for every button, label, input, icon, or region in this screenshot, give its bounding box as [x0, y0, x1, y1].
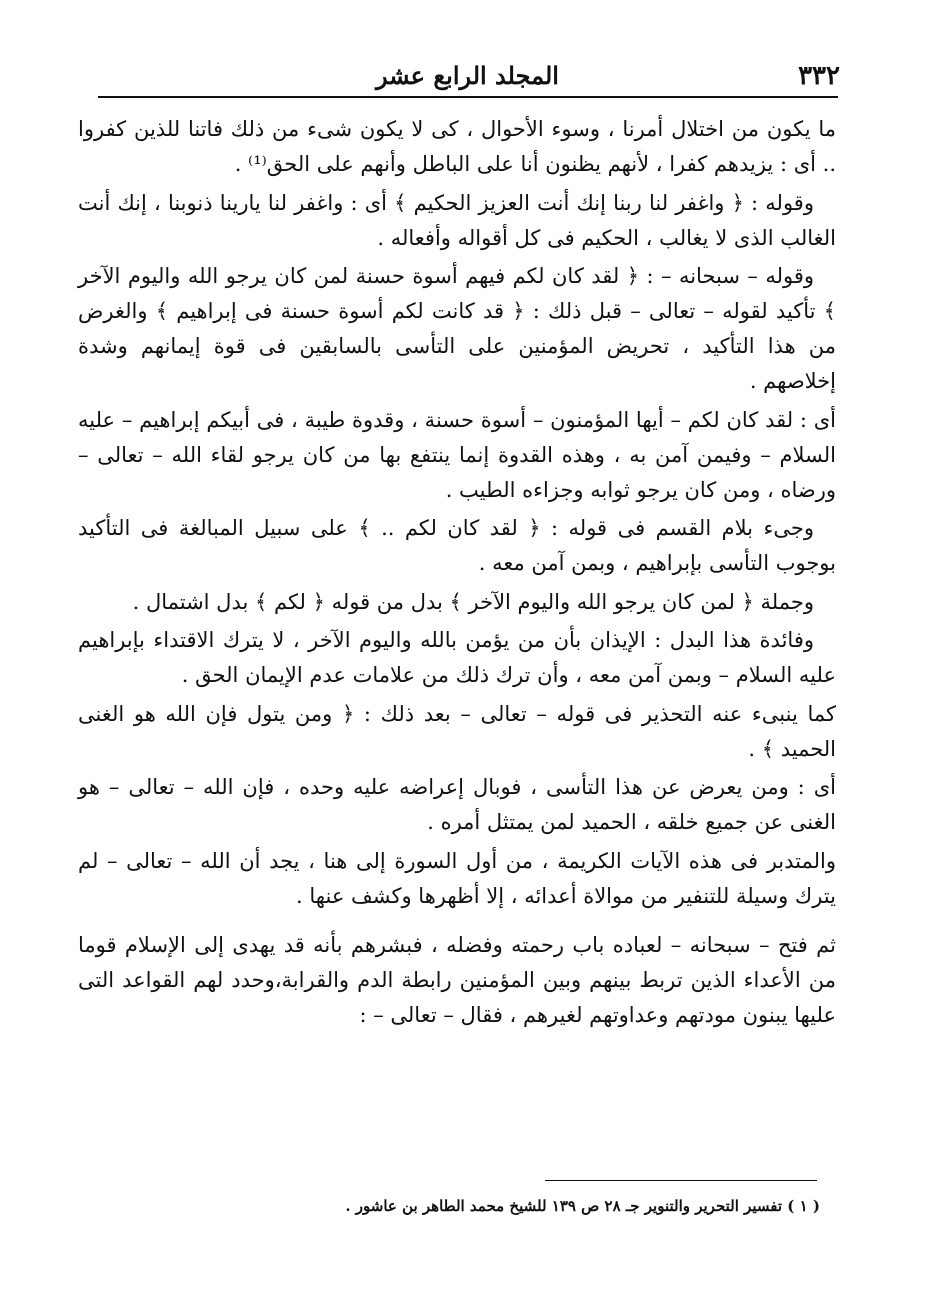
paragraph: وفائدة هذا البدل : الإيذان بأن من يؤمن بالله واليوم الآخر ، لا يترك الاقتداء بإبراهيم عليه السلام – وبمن آمن معه ، وأن ترك ذلك من علامات عدم الإيمان الحق . — [78, 628, 836, 687]
paragraph: وقوله : ﴿ واغفر لنا ربنا إنك أنت العزيز الحكيم ﴾ أى : واغفر لنا يارينا ذنوبنا ، إنك أنت الغالب الذى لا يغالب ، الحكيم فى كل أقواله وأفعاله . — [78, 190, 836, 250]
paragraph: كما ينبىء عنه التحذير فى قوله – تعالى – بعد ذلك : ﴿ ومن يتول فإن الله هو الغنى الحميد ﴾ . — [78, 701, 836, 761]
volume-title: المجلد الرابع عشر — [376, 61, 559, 90]
footnote-divider — [545, 1180, 817, 1181]
paragraph: أى : لقد كان لكم – أيها المؤمنون – أسوة حسنة ، وقدوة طيبة ، فى أبيكم إبراهيم – عليه السلام – وفيمن آمن به ، وهذه القدوة إنما ينتفع بها من كان يرجو لقاء الله – تعالى – ورضاه ، ومن كان يرجو ثوابه وجزاءه الطيب . — [78, 407, 836, 502]
paragraph: وقوله – سبحانه – : ﴿ لقد كان لكم فيهم أسوة حسنة لمن كان يرجو الله واليوم الآخر ﴾ تأكيد لقوله – تعالى – قبل ذلك : ﴿ قد كانت لكم أسوة حسنة فى إبراهيم ﴾ والغرض من هذا التأكيد ، تحريض المؤمنين على التأسى بالسابقين فى قوة إيمانهم وشدة إخلاصهم . — [78, 264, 836, 393]
paragraph: أى : ومن يعرض عن هذا التأسى ، فوبال إعراضه عليه وحده ، فإن الله – تعالى – هو الغنى عن جميع خلقه ، الحميد لمن يمتثل أمره . — [78, 775, 836, 834]
paragraph: ما يكون من اختلال أمرنا ، وسوء الأحوال ، كى لا يكون شىء من ذلك فاتنا للذين كفروا .. أى : يزيدهم كفرا ، لأنهم يظنون أنا على الباطل وأنهم على الحق⁽¹⁾ . — [78, 117, 836, 176]
paragraph: وجملة ﴿ لمن كان يرجو الله واليوم الآخر ﴾ بدل من قوله ﴿ لكم ﴾ بدل اشتمال . — [132, 589, 814, 614]
paragraph: ثم فتح – سبحانه – لعباده باب رحمته وفضله ، فبشرهم بأنه قد يهدى إلى الإسلام قوما من الأعداء الذين تربط بينهم وبين المؤمنين رابطة الدم والقرابة،وحدد لهم القواعد التى عليها يبنون مودتهم وعداوتهم لغيرهم ، فقال – تعالى – : — [78, 932, 836, 1027]
header-divider — [98, 96, 838, 98]
footnote: ( ١ ) تفسير التحرير والتنوير جـ ٢٨ ص ١٣٩ للشيخ محمد الطاهر بن عاشور . — [345, 1197, 820, 1215]
main-text — [78, 112, 836, 1036]
paragraph: وجىء بلام القسم فى قوله : ﴿ لقد كان لكم .. ﴾ على سبيل المبالغة فى التأكيد بوجوب التأسى بإبراهيم ، وبمن آمن معه . — [78, 516, 836, 575]
page-header — [95, 58, 840, 94]
paragraph: والمتدبر فى هذه الآيات الكريمة ، من أول السورة إلى هنا ، يجد أن الله – تعالى – لم يترك وسيلة للتنفير من موالاة أعدائه ، إلا أظهرها وكشف عنها . — [78, 848, 836, 908]
page-number: ٣٣٢ — [798, 61, 840, 91]
